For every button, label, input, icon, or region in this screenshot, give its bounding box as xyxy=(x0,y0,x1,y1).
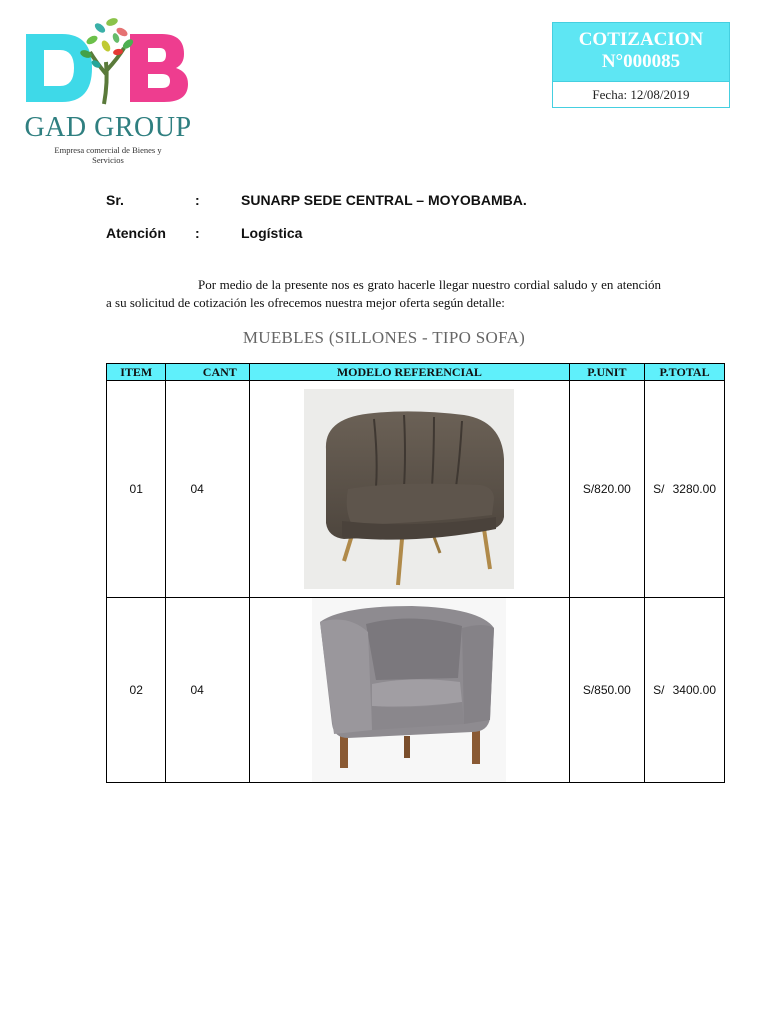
section-title: MUEBLES (SILLONES - TIPO SOFA) xyxy=(242,328,526,347)
grey-tub-armchair-image xyxy=(312,598,506,782)
gad-logo-mark xyxy=(22,12,192,112)
header-unit-price: P.UNIT xyxy=(569,364,644,381)
model-image-cell xyxy=(250,381,569,598)
item-quantity: 04 xyxy=(166,381,250,598)
intro-paragraph xyxy=(106,276,661,312)
table-row xyxy=(107,381,725,598)
sr-colon: : xyxy=(195,192,200,208)
quote-number-box xyxy=(552,22,730,108)
intro-text: Por medio de la presente nos es grato hacerle llegar nuestro cordial saludo y en atención a su solicitud de cotización les ofrecemos nuestra mejor oferta según detalle: xyxy=(106,277,661,310)
attention-label: Atención xyxy=(106,225,166,241)
currency-symbol: S/ xyxy=(653,482,665,496)
total-price-cell xyxy=(645,598,725,783)
company-name: GAD GROUP xyxy=(24,112,192,143)
quote-number: N°000085 xyxy=(601,51,681,72)
unit-price: S/850.00 xyxy=(569,598,644,783)
header-item: ITEM xyxy=(107,364,166,381)
item-number: 01 xyxy=(107,381,166,598)
item-number: 02 xyxy=(107,598,166,783)
quote-title-line1: COTIZACION xyxy=(578,29,704,50)
velvet-armchair-image xyxy=(304,389,514,589)
company-logo xyxy=(18,8,198,165)
quote-date: Fecha: 12/08/2019 xyxy=(553,81,729,107)
total-price-cell xyxy=(645,381,725,598)
sr-value: SUNARP SEDE CENTRAL – MOYOBAMBA. xyxy=(241,192,527,208)
header-total-price: P.TOTAL xyxy=(645,364,725,381)
table-row xyxy=(107,598,725,783)
header-cant: CANT xyxy=(166,364,250,381)
sr-label: Sr. xyxy=(106,192,124,208)
total-price: 3280.00 xyxy=(672,482,716,496)
quote-title xyxy=(553,23,729,81)
item-quantity: 04 xyxy=(166,598,250,783)
quote-items-table xyxy=(106,363,725,783)
header-model: MODELO REFERENCIAL xyxy=(250,364,569,381)
currency-symbol: S/ xyxy=(653,683,665,697)
company-tagline: Empresa comercial de Bienes y Servicios xyxy=(54,145,162,165)
model-image-cell xyxy=(250,598,569,783)
total-price: 3400.00 xyxy=(672,683,716,697)
attention-colon: : xyxy=(195,225,200,241)
table-header-row xyxy=(107,364,725,381)
attention-value: Logística xyxy=(241,225,303,241)
unit-price: S/820.00 xyxy=(569,381,644,598)
